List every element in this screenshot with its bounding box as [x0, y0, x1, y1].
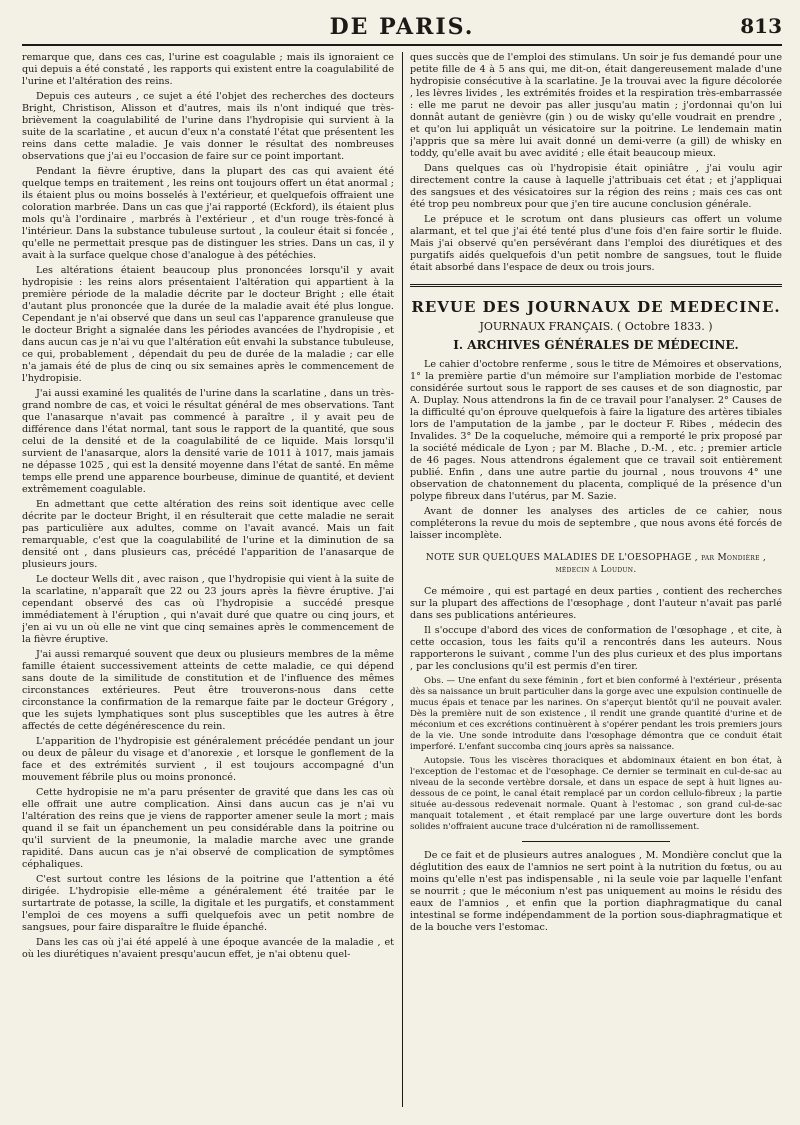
separator-rule: [522, 841, 671, 842]
paragraph: remarque que, dans ces cas, l'urine est coagulable ; mais ils ignoraient ce qui depuis a été constaté , les rapports qui existent entre la coagulabilité de l'urine et l'altération des reins.: [22, 52, 394, 87]
page-header-title: DE PARIS.: [329, 14, 475, 40]
paragraph: Les altérations étaient beaucoup plus prononcées lorsqu'il y avait hydropisie : les reins alors présentaient l'altération qui appartient à la première période de la maladie décrite par le docteur Bright ; elle était d'autant plus prononcée que la durée de la maladie avait été plus longue. Cependant je n'ai observé que dans un seul cas l'apparence granuleuse que le docteur Bright a signalée dans les périodes avancées de l'hydropisie , et dans aucun cas je n'ai vu que l'altération eût envahi la substance tubuleuse, ce qui, probablement , dépendait du peu de durée de la maladie ; car elle n'a jamais été de plus de cinq ou six semaines après le commencement de l'hydropisie.: [22, 265, 394, 384]
columns: [22, 52, 782, 1107]
paragraph: De ce fait et de plusieurs autres analogues , M. Mondière conclut que la déglutition des eaux de l'amnios ne sert point à la nutrition du fœtus, ou au moins qu'elle n'est pas indispensable , ni la seule voie par laquelle l'enfant se nourrit ; que le méconium n'est pas uniquement au moins le résidu des eaux de l'amnios , et enfin que la portion diaphragmatique du canal intestinal se forme indépendamment de la portion sous-diaphragmatique et de la bouche vers l'estomac.: [410, 850, 782, 933]
paragraph: C'est surtout contre les lésions de la poitrine que l'attention a été dirigée. L'hydropisie elle-même a généralement été traitée par le surtartrate de potasse, la scille, la digitale et les purgatifs, et constamment l'emploi de ces moyens a suffi quelquefois avec un petit nombre de sangsues, pour faire disparaître le fluide épanché.: [22, 874, 394, 933]
paragraph: Le docteur Wells dit , avec raison , que l'hydropisie qui vient à la suite de la scarlatine, n'apparaît que 22 ou 23 jours après la fièvre éruptive. J'ai cependant observé des cas où l'hydropisie a succédé presque immédiatement à l'éruption , qui n'avait duré que quatre ou cinq jours, et j'en ai vu un où elle ne vint que cinq semaines après le commencement de la fièvre éruptive.: [22, 574, 394, 645]
paragraph: J'ai aussi examiné les qualités de l'urine dans la scarlatine , dans un très-grand nombre de cas, et voici le résultat général de mes observations. Tant que l'anasarque n'avait pas commencé à paraître , il y avait peu de différence dans l'état normal, tant sous le rapport de la quantité, que sous celui de la densité et de la coagulabilité de ce liquide. Mais lorsqu'il survient de l'anasarque, alors la densité varie de 1011 à 1017, mais jamais ne dépasse 1025 , qui est la densité moyenne dans l'état de santé. En même temps elle prend une apparence bourbeuse, diminue de quantité, et devient extrêmement coagulable.: [22, 388, 394, 495]
autopsy-paragraph: Autopsie. Tous les viscères thoraciques et abdominaux étaient en bon état, à l'exception de l'estomac et de l'œsophage. Ce dernier se terminait en cul-de-sac au niveau de la seconde vertèbre dorsale, et dans un espace de sept à huit lignes au-dessous de ce point, le canal était remplacé par un cordon cellulo-fibreux ; la partie située au-dessous redevenait normale. Quant à l'estomac , son grand cul-de-sac manquait totalement , et était remplacé par une large ouverture dont les bords solides n'offraient aucune trace d'ulcération ni de ramollissement.: [410, 756, 782, 832]
paragraph: L'apparition de l'hydropisie est généralement précédée pendant un jour ou deux de pâleur du visage et d'anorexie , et lorsque le gonflement de la face et des extrémités survient , il est toujours accompagné d'un mouvement fébrile plus ou moins prononcé.: [22, 736, 394, 783]
paragraph: J'ai aussi remarqué souvent que deux ou plusieurs membres de la même famille étaient successivement atteints de cette maladie, ce qui dépend sans doute de la similitude de constitution et de l'influence des mêmes circonstances extérieures. Peut être trouverons-nous dans cette circonstance la confirmation de la remarque faite par le docteur Grégory , que les sujets lymphatiques sont plus susceptibles que les autres à être affectés de cette dégénérescence du rein.: [22, 649, 394, 732]
paragraph: Dans les cas où j'ai été appelé à une époque avancée de la maladie , et où les diurétiques n'avaient presqu'aucun effet, je n'ai obtenu quel-: [22, 937, 394, 960]
section-title: REVUE DES JOURNAUX DE MEDECINE.: [411, 298, 781, 316]
column-divider: [402, 52, 403, 1107]
paragraph: Ce mémoire , qui est partagé en deux parties , contient des recherches sur la plupart des affections de l'œsophage , dont l'auteur n'avait pas parlé dans ses publications antérieures.: [410, 586, 782, 621]
review-section: [410, 284, 782, 934]
paragraph: Dans quelques cas où l'hydropisie était opiniâtre , j'ai voulu agir directement contre la cause à laquelle j'attribuais cet état ; et j'appliquai des sangsues et des vésicatoires sur la région des reins ; mais ces cas ont été trop peu nombreux pour que j'en tire aucune conclusion générale.: [410, 163, 782, 210]
page-header: [22, 14, 782, 46]
observation-paragraph: Obs. — Une enfant du sexe féminin , fort et bien conformé à l'extérieur , présenta dès sa naissance un bruit particulier dans la gorge avec une expulsion continuelle de mucus épais et tenace par les narines. On s'aperçut bientôt qu'il ne pouvait avaler. Dès la première nuit de son existence , il rendit une grande quantité d'urine et de méconium et ces excrétions continuèrent à s'opérer pendant les trois premiers jours de la vie. Une sonde introduite dans l'œsophage démontra que ce conduit était imperforé. L'enfant succomba cinq jours après sa naissance.: [410, 676, 782, 752]
note-title: NOTE SUR QUELQUES MALADIES DE L'OESOPHAGE , par Mondière , médecin à Loudun.: [425, 553, 767, 575]
paragraph: Le prépuce et le scrotum ont dans plusieurs cas offert un volume alarmant, et tel que j'ai été tenté plus d'une fois d'en faire sortir le fluide. Mais j'ai observé qu'en persévérant dans l'emploi des diurétiques et des purgatifs aidés quelquefois d'un petit nombre de sangsues, tout le fluide était absorbé dans l'espace de deux ou trois jours.: [410, 214, 782, 273]
paragraph: Cette hydropisie ne m'a paru présenter de gravité que dans les cas où elle offrait une autre complication. Ainsi dans aucun cas je n'ai vu l'altération des reins que je viens de rapporter amener seule la mort ; mais quand il se fait un épanchement un peu considérable dans la poitrine ou qu'il survient de la pneumonie, la maladie marche avec une grande rapidité. Dans aucun cas je n'ai observé de complication de symptômes céphaliques.: [22, 787, 394, 870]
page-number: 813: [740, 14, 782, 38]
left-column: [22, 52, 394, 1107]
paragraph: Le cahier d'octobre renferme , sous le titre de Mémoires et observations, 1° la première partie d'un mémoire sur l'ampliation morbide de l'estomac considérée surtout sous le rapport de ses causes et de son diagnostic, par A. Duplay. Nous attendrons la fin de ce travail pour l'analyser. 2° Causes de la difficulté qu'on éprouve quelquefois à faire la ligature des artères tibiales lors de l'amputation de la jambe , par le docteur F. Ribes , médecin des Invalides. 3° De la coqueluche, mémoire qui a remporté le prix proposé par la société médicale de Lyon ; par M. Blache , D.-M. , etc. ; premier article de 46 pages. Nous attendrons également que ce travail soit entièrement publié. Enfin , dans une autre partie du journal , nous trouvons 4° une observation de chatonnement du placenta, compliqué de la présence d'un polype fibreux dans l'utérus, par M. Sazie.: [410, 359, 782, 502]
paragraph: ques succès que de l'emploi des stimulans. Un soir je fus demandé pour une petite fille de 4 à 5 ans qui, me dit-on, était dangereusement malade d'une hydropisie consécutive à la scarlatine. Je la trouvai avec la figure décolorée , les lèvres livides , les extrémités froides et la respiration très-embarrassée : elle me parut ne devoir pas aller jusqu'au matin ; j'ordonnai qu'on lui donnât autant de genièvre (gin ) ou de wisky qu'elle voudrait en prendre , et qu'on lui appliquât un vésicatoire sur la poitrine. Le lendemain matin j'appris que sa mère lui avait donné un demi-verre (a gill) de whisky en toddy, qu'elle avait bu avec avidité ; elle était beaucoup mieux.: [410, 52, 782, 159]
paragraph: Pendant la fièvre éruptive, dans la plupart des cas qui avaient été quelque temps en traitement , les reins ont toujours offert un état anormal ; ils étaient plus ou moins bosselés à l'extérieur, et quelquefois offraient une coloration marbrée. Dans un cas que j'ai rapporté (Eckford), ils étaient plus mols qu'à l'ordinaire , marbrés à l'extérieur , et d'un rouge très-foncé à l'intérieur. Dans la substance tubuleuse surtout , la couleur était si foncée , qu'elle ne permettait presque pas de distinguer les stries. Dans un cas, il y avait à la surface quelque chose d'analogue à des pétéchies.: [22, 166, 394, 261]
paragraph: Avant de donner les analyses des articles de ce cahier, nous compléterons la revue du mois de septembre , que nous avons été forcés de laisser incomplète.: [410, 506, 782, 541]
paragraph: En admettant que cette altération des reins soit identique avec celle décrite par le docteur Bright, il en résulterait que cette maladie ne serait pas particulière aux adultes, comme on l'avait avancé. Mais un fait remarquable, c'est que la coagulabilité de l'urine et la diminution de sa densité ont , dans plusieurs cas, précédé l'apparition de l'anasarque de plusieurs jours.: [22, 499, 394, 570]
paragraph: Depuis ces auteurs , ce sujet a été l'objet des recherches des docteurs Bright, Christison, Alisson et d'autres, mais ils n'ont indiqué que très-brièvement la coagulabilité de l'urine dans l'hydropisie qui survient à la suite de la scarlatine , et aucun d'eux n'a constaté l'état que présentent les reins dans cette maladie. Je vais donner le résultat des nombreuses observations que j'ai eu l'occasion de faire sur ce point important.: [22, 91, 394, 162]
section-subtitle: JOURNAUX FRANÇAIS. ( Octobre 1833. ): [479, 320, 713, 333]
right-column: [410, 52, 782, 1107]
paragraph: Il s'occupe d'abord des vices de conformation de l'œsophage , et cite, à cette occasion, tous les faits qu'il a rencontrés dans les auteurs. Nous rapporterons le suivant , comme l'un des plus curieux et des plus importans , par les conclusions qu'il est permis d'en tirer.: [410, 625, 782, 672]
section-heading: I. ARCHIVES GÉNÉRALES DE MÉDECINE.: [453, 338, 739, 352]
